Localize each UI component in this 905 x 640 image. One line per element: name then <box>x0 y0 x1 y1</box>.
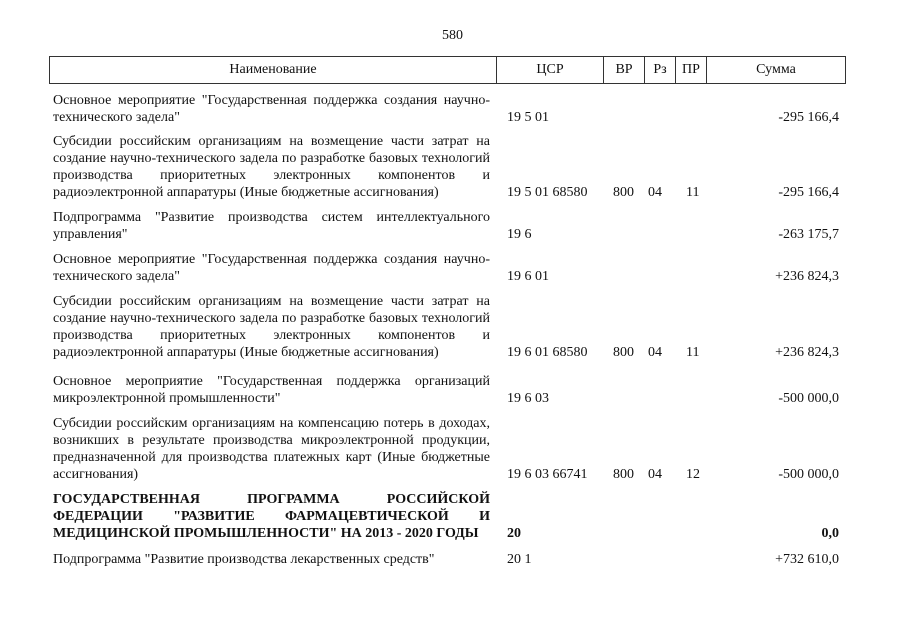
row-vr: 800 <box>613 345 634 360</box>
row-name: Подпрограмма "Развитие производства лекарственных средств" <box>53 552 435 567</box>
row-sum: +236 824,3 <box>775 269 839 284</box>
row-pr: 12 <box>686 467 700 482</box>
row-name: Субсидии российским организациям на возмещение части затрат на создание научно-технического задела по разработке базовых технологий производства приоритетных электронных компонентов и радиоэлектронной аппаратуры (Иные бюджетные ассигнования) <box>53 294 490 360</box>
row-name: Подпрограмма "Развитие производства систем интеллектуального управления" <box>53 210 490 242</box>
row-sum: +732 610,0 <box>775 552 839 567</box>
row-rz: 04 <box>648 185 662 200</box>
header-name: Наименование <box>229 62 317 77</box>
header-csr: ЦСР <box>536 62 564 77</box>
row-csr: 19 6 <box>507 227 532 242</box>
row-name: Субсидии российским организациям на возмещение части затрат на создание научно-технического задела по разработке базовых технологий производства приоритетных электронных компонентов и радиоэлектронной аппаратуры (Иные бюджетные ассигнования) <box>53 134 490 200</box>
row-name: Основное мероприятие "Государственная поддержка организаций микроэлектронной промышленности" <box>53 374 490 406</box>
header-vr: ВР <box>615 62 633 77</box>
row-csr: 19 6 03 <box>507 391 549 406</box>
row-sum: -500 000,0 <box>778 391 839 406</box>
page-number: 580 <box>442 28 463 43</box>
row-sum: -295 166,4 <box>778 110 839 125</box>
row-name: Основное мероприятие "Государственная поддержка создания научно-технического задела" <box>53 252 490 284</box>
row-sum: -500 000,0 <box>778 467 839 482</box>
row-csr: 19 5 01 <box>507 110 549 125</box>
header-pr: ПР <box>682 62 700 77</box>
row-name: ГОСУДАРСТВЕННАЯ ПРОГРАММА РОССИЙСКОЙ ФЕДЕРАЦИИ "РАЗВИТИЕ ФАРМАЦЕВТИЧЕСКОЙ И МЕДИЦИНСКОЙ ПРОМЫШЛЕННОСТИ" НА 2013 - 2020 ГОДЫ <box>53 492 490 541</box>
row-rz: 04 <box>648 467 662 482</box>
row-pr: 11 <box>686 345 700 360</box>
row-csr: 19 6 01 68580 <box>507 345 588 360</box>
row-vr: 800 <box>613 467 634 482</box>
row-sum: 0,0 <box>821 526 839 541</box>
row-vr: 800 <box>613 185 634 200</box>
row-sum: -263 175,7 <box>778 227 839 242</box>
row-csr: 19 6 01 <box>507 269 549 284</box>
row-sum: -295 166,4 <box>778 185 839 200</box>
row-csr: 20 <box>507 526 521 541</box>
row-rz: 04 <box>648 345 662 360</box>
header-sum: Сумма <box>756 62 796 77</box>
row-name: Субсидии российским организациям на компенсацию потерь в доходах, возникших в результате производства микроэлектронной продукции, предназначенной для производства платежных карт (Иные бюджетные ассигнования) <box>53 416 490 482</box>
header-rz: Рз <box>653 62 667 77</box>
row-csr: 20 1 <box>507 552 532 567</box>
row-name: Основное мероприятие "Государственная поддержка создания научно-технического задела" <box>53 93 490 125</box>
table-header <box>49 56 846 84</box>
row-sum: +236 824,3 <box>775 345 839 360</box>
row-pr: 11 <box>686 185 700 200</box>
row-csr: 19 6 03 66741 <box>507 467 588 482</box>
row-csr: 19 5 01 68580 <box>507 185 588 200</box>
